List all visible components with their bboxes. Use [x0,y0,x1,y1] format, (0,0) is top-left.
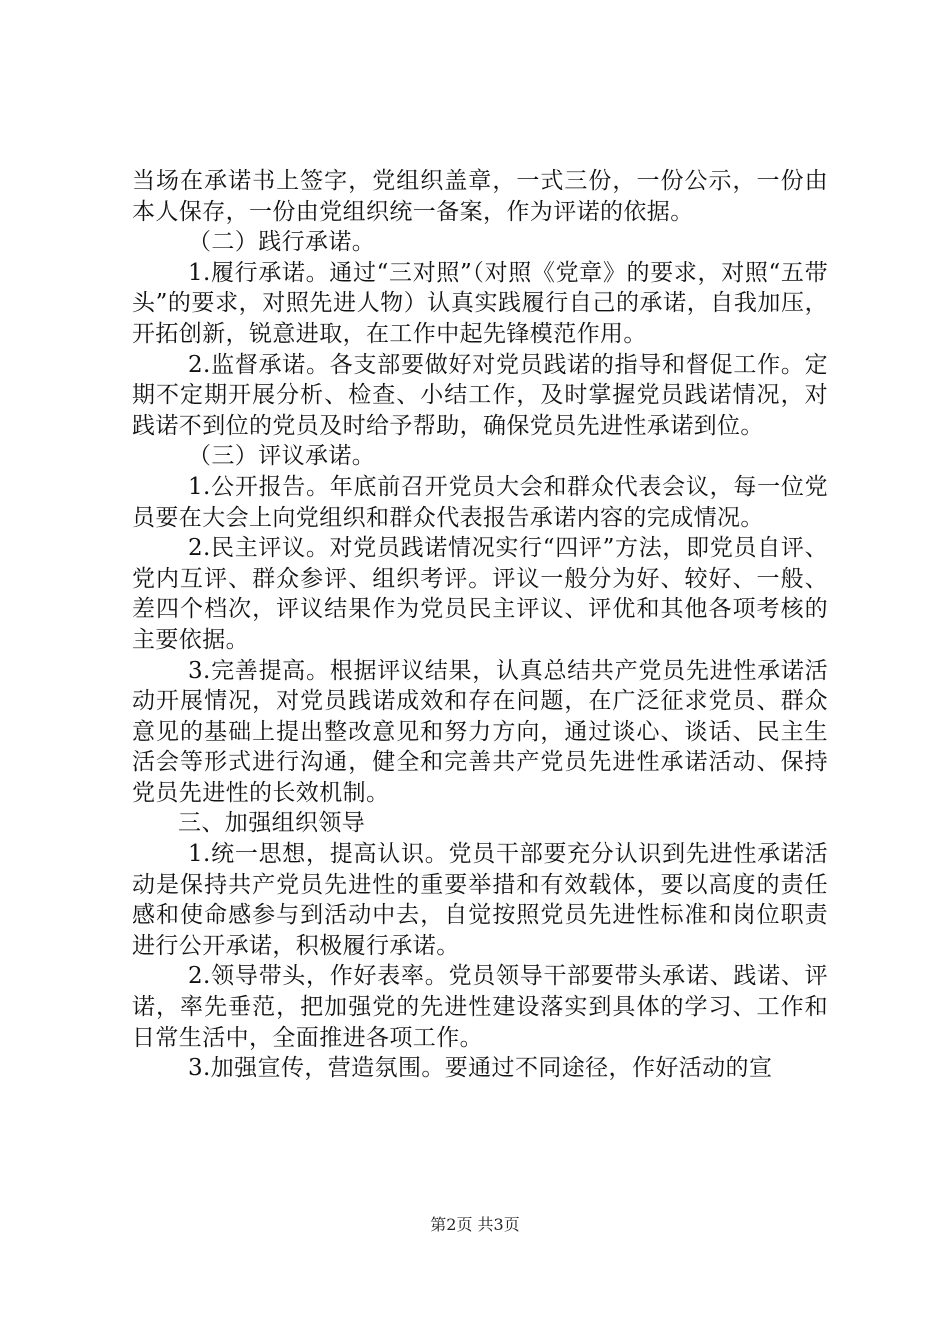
paragraph: 3.完善提高。根据评议结果，认真总结共产党员先进性承诺活动开展情况，对党员践诺成效和存在问题，在广泛征求党员、群众意见的基础上提出整改意见和努力方向，通过谈心、谈话、民主生活会等形式进行沟通，健全和完善共产党员先进性承诺活动、保持党员先进性的长效机制。 [132,657,828,806]
section-heading: （三）评议承诺。 [188,443,376,470]
section-heading: 三、加强组织领导 [178,810,366,837]
page-number: 第2页 共3页 [430,1215,520,1234]
paragraph: 当场在承诺书上签字，党组织盖章，一式三份，一份公示，一份由本人保存，一份由党组织统一备案，作为评诺的依据。 [132,168,828,225]
document-body [132,166,828,1084]
paragraph: 1.公开报告。年底前召开党员大会和群众代表会议，每一位党员要在大会上向党组织和群众代表报告承诺内容的完成情况。 [132,473,828,531]
paragraph: 1.统一思想，提高认识。党员干部要充分认识到先进性承诺活动是保持共产党员先进性的重要举措和有效载体，要以高度的责任感和使命感参与到活动中去，自觉按照党员先进性标准和岗位职责进行公开承诺，积极履行承诺。 [132,841,828,959]
paragraph: 2.民主评议。对党员践诺情况实行“四评”方法，即党员自评、党内互评、群众参评、组织考评。评议一般分为好、较好、一般、差四个档次，评议结果作为党员民主评议、评优和其他各项考核的主要依据。 [132,535,828,653]
paragraph: 2.领导带头，作好表率。党员领导干部要带头承诺、践诺、评诺，率先垂范，把加强党的先进性建设落实到具体的学习、工作和日常生活中，全面推进各项工作。 [132,963,828,1051]
paragraph: 1.履行承诺。通过“三对照”（对照《党章》的要求，对照“五带头”的要求，对照先进人物）认真实践履行自己的承诺，自我加压，开拓创新，锐意进取，在工作中起先锋模范作用。 [132,259,828,347]
paragraph: 3.加强宣传，营造氛围。要通过不同途径，作好活动的宣 [188,1055,773,1082]
paragraph: 2.监督承诺。各支部要做好对党员践诺的指导和督促工作。定期不定期开展分析、检查、小结工作，及时掌握党员践诺情况，对践诺不到位的党员及时给予帮助，确保党员先进性承诺到位。 [132,351,828,439]
section-heading: （二）践行承诺。 [188,229,376,256]
